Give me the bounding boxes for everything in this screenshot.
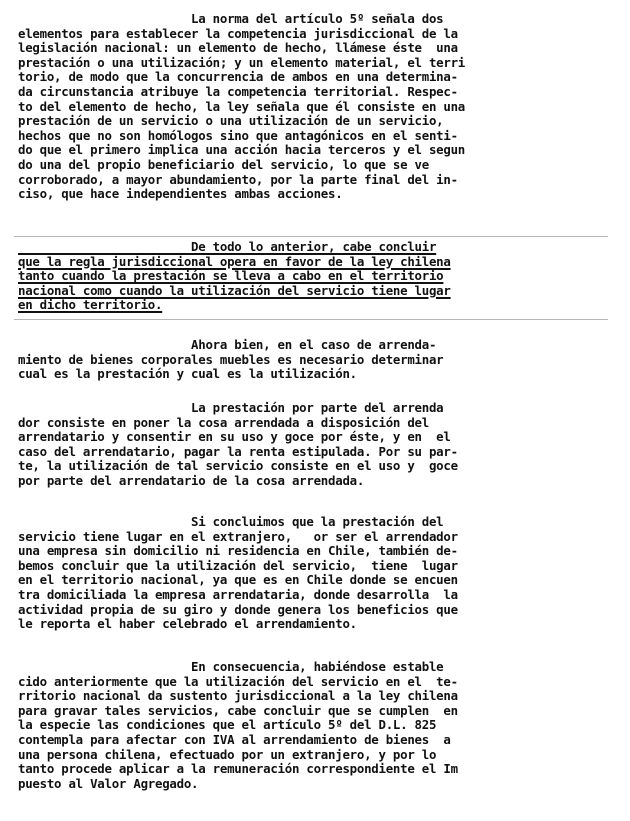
text-line: corroborado, a mayor abundamiento, por la parte final del in- [18, 171, 458, 187]
text-line: do una del propio beneficiario del servicio, lo que se ve [18, 156, 429, 172]
text-line: miento de bienes corporales muebles es necesario determinar [18, 351, 444, 367]
text-line: nacional como cuando la utilización del servicio tiene lugar [18, 282, 451, 298]
text-line: Ahora bien, en el caso de arrenda- [18, 337, 437, 352]
text-line: cual es la prestación y cual es la utilización. [18, 366, 357, 382]
text-line: que la regla jurisdiccional opera en favor de la ley chilena [18, 253, 451, 269]
text-line: da circunstancia atribuye la competencia territorial. Respec- [18, 83, 458, 99]
text-line: do que el primero implica una acción hacia terceros y el segun [18, 142, 466, 158]
text-line: En consecuencia, habiéndose estable [18, 659, 444, 674]
text-line: puesto al Valor Agregado. [18, 775, 199, 791]
text-line: legislación nacional: un elemento de hecho, llámese éste una [18, 40, 458, 56]
text-line: contempla para afectar con IVA al arrendamiento de bienes a [18, 731, 451, 747]
text-line: cido anteriormente que la utilización del servicio en el te- [18, 673, 458, 689]
paragraph-1 [18, 12, 618, 202]
text-line: por parte del arrendatario de la cosa arrendada. [18, 472, 365, 488]
text-line: bemos concluir que la utilización del servicio, tiene lugar [18, 557, 458, 573]
text-line: actividad propia de su giro y donde genera los beneficios que [18, 601, 458, 617]
paragraph-5 [18, 515, 618, 632]
text-line: la especie las condiciones que el artículo 5º del D.L. 825 [18, 717, 437, 733]
text-line: elementos para establecer la competencia jurisdiccional de la [18, 25, 458, 41]
text-line: caso del arrendatario, pagar la renta estipulada. Por su par- [18, 443, 458, 459]
paragraph-3 [18, 338, 618, 382]
text-line: arrendatario y consentir en su uso y goce por éste, y en el [18, 429, 451, 445]
text-line: ciso, que hace independientes ambas acciones. [18, 186, 343, 202]
text-line: en el territorio nacional, ya que es en Chile donde se encuen [18, 572, 458, 588]
text-line: una empresa sin domicilio ni residencia en Chile, también de- [18, 543, 458, 559]
text-line: to del elemento de hecho, la ley señala que él consiste en una [18, 98, 466, 114]
text-line: dor consiste en poner la cosa arrendada a disposición del [18, 414, 429, 430]
text-line: para gravar tales servicios, cabe concluir que se cumplen en [18, 702, 458, 718]
text-line: hechos que no son homólogos sino que antagónicos en el senti- [18, 127, 458, 143]
text-line: te, la utilización de tal servicio consiste en el uso y goce [18, 458, 458, 474]
text-line: Si concluimos que la prestación del [18, 514, 444, 529]
paragraph-4 [18, 401, 618, 489]
text-line: prestación de un servicio o una utilización de un servicio, [18, 113, 444, 129]
text-line: tanto cuando la prestación se lleva a cabo en el territorio [18, 268, 444, 284]
text-line: tra domiciliada la empresa arrendataria, donde desarrolla la [18, 586, 458, 602]
paragraph-2-conclusion [18, 240, 618, 313]
paragraph-6 [18, 660, 618, 791]
text-line: La norma del artículo 5º señala dos [18, 11, 444, 26]
text-line: en dicho territorio. [18, 297, 163, 313]
text-line: rritorio nacional da sustento jurisdiccional a la ley chilena [18, 688, 458, 704]
text-line: una persona chilena, efectuado por un extranjero, y por lo [18, 746, 437, 762]
text-line: tanto procede aplicar a la remuneración correspondiente el Im [18, 761, 458, 777]
text-line: La prestación por parte del arrenda [18, 400, 444, 415]
text-line: servicio tiene lugar en el extranjero, or ser el arrendador [18, 528, 458, 544]
text-line: torio, de modo que la concurrencia de ambos en una determina- [18, 69, 458, 85]
text-line: le reporta el haber celebrado el arrendamiento. [18, 616, 357, 632]
text-line: prestación o una utilización; y un elemento material, el terri [18, 54, 466, 70]
text-line: De todo lo anterior, cabe concluir [18, 239, 437, 254]
